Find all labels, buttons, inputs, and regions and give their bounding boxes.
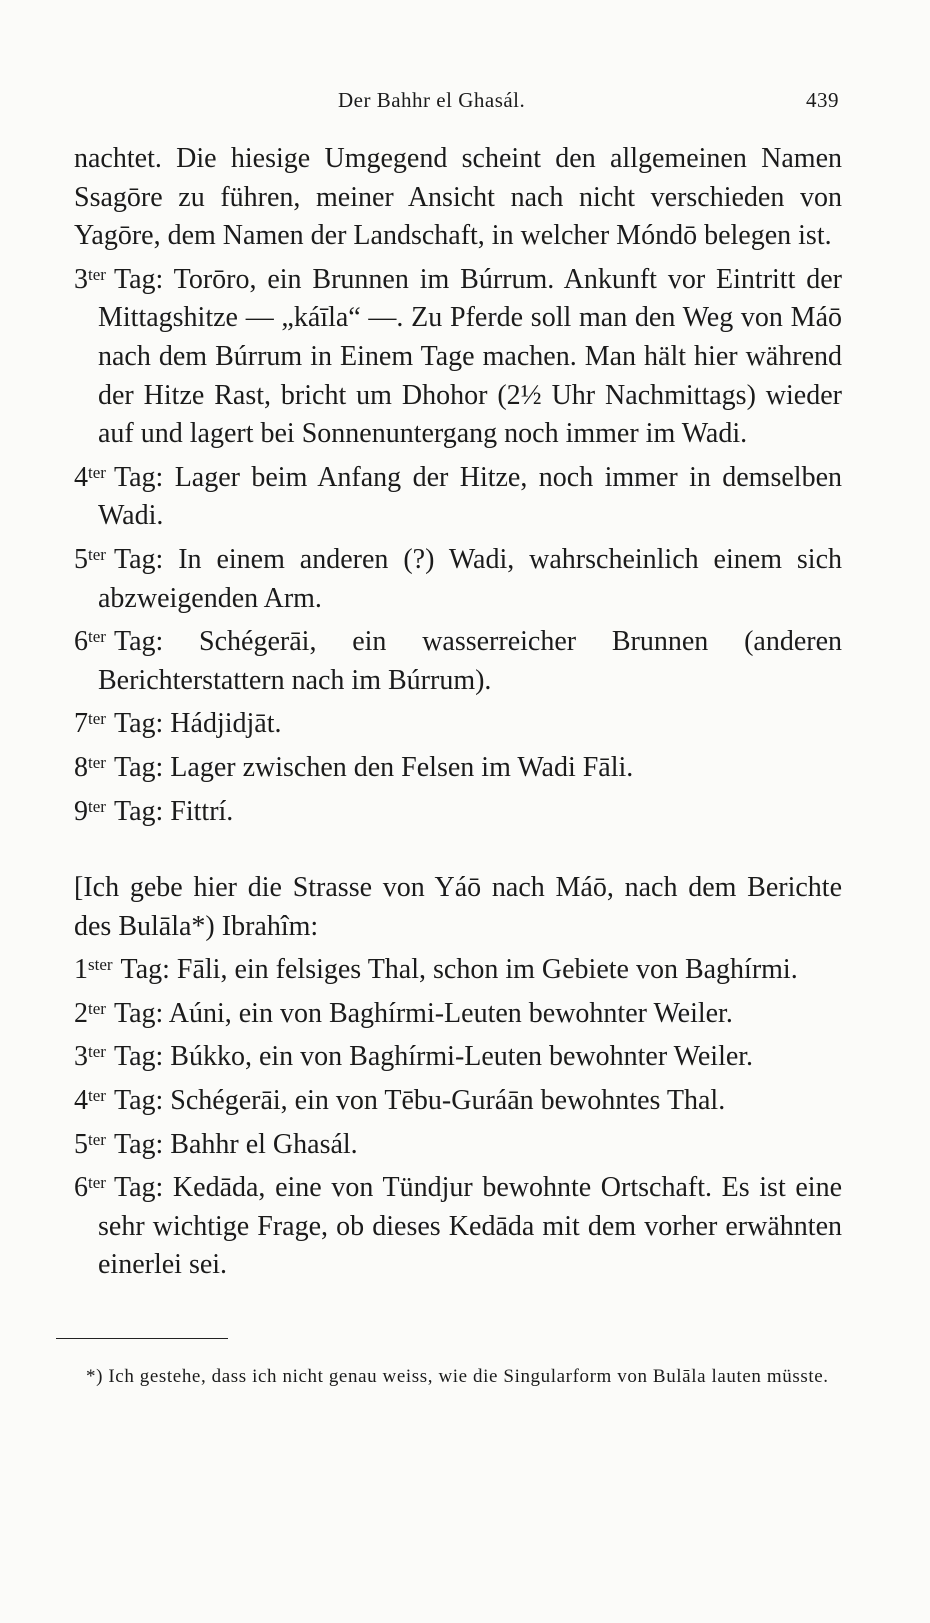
- entry-text: Tag: Búkko, ein von Baghírmi-Leuten bewohnter Weiler.: [113, 1041, 754, 1073]
- entry-text: Tag: Lager beim Anfang der Hitze, noch immer in demselben Wadi.: [98, 461, 842, 532]
- footnote: [56, 1361, 846, 1393]
- itinerary-entry: [74, 990, 842, 1034]
- entry-text: Tag: Fāli, ein felsiges Thal, schon im Gebiete von Baghírmi.: [120, 954, 798, 986]
- day-number: 6: [74, 1172, 88, 1204]
- itinerary-entry: [74, 454, 842, 536]
- ordinal-suffix: ter: [88, 1086, 106, 1106]
- running-title: Der Bahhr el Ghasál.: [338, 88, 526, 112]
- page-number: 439: [806, 88, 839, 112]
- entry-text: Tag: Hádjidjāt.: [113, 708, 282, 740]
- itinerary-entry: [74, 1077, 842, 1121]
- ordinal-suffix: ter: [88, 544, 106, 564]
- day-number: 9: [74, 795, 88, 827]
- entry-text: Tag: In einem anderen (?) Wadi, wahrscheinlich einem sich abzweigenden Arm.: [98, 543, 842, 614]
- day-number: 1: [74, 954, 88, 986]
- ordinal-suffix: ter: [88, 264, 106, 284]
- ordinal-suffix: ter: [88, 796, 106, 816]
- ordinal-suffix: ter: [88, 1042, 106, 1062]
- itinerary-entry: [74, 700, 842, 744]
- ordinal-suffix: ter: [88, 1129, 106, 1149]
- ordinal-suffix: ter: [88, 627, 106, 647]
- route-intro-paragraph: [Ich gebe hier die Strasse von Yáō nach Máō, nach dem Berichte des Bulāla*) Ibrahîm:: [74, 872, 842, 942]
- ordinal-suffix: ster: [88, 955, 113, 975]
- entry-text: Tag: Lager zwischen den Felsen im Wadi Fāli.: [113, 751, 634, 783]
- day-number: 4: [74, 461, 88, 493]
- day-number: 8: [74, 751, 88, 783]
- entry-text: Tag: Aúni, ein von Baghírmi-Leuten bewohnter Weiler.: [113, 997, 733, 1029]
- day-number: 5: [74, 1128, 88, 1160]
- footnote-text: *) Ich gestehe, dass ich nicht genau weiss, wie die Singularform von Bulāla lauten müsste.: [86, 1366, 829, 1387]
- footnote-divider: [56, 1338, 228, 1339]
- itinerary-entry: [74, 536, 842, 618]
- entry-text: Tag: Torōro, ein Brunnen im Búrrum. Ankunft vor Eintritt der Mittagshitze — „káīla“ —. Zu Pferde soll man den Weg von Máō nach dem Búrrum in Einem Tage machen. Man hält hier während der Hitze Rast, bricht um Dhohor (2½ Uhr Nachmittags) wieder auf und lagert bei Sonnenuntergang noch immer im Wadi.: [98, 263, 842, 450]
- day-number: 7: [74, 708, 88, 740]
- day-number: 2: [74, 997, 88, 1029]
- itinerary-entry: [74, 1121, 842, 1165]
- itinerary-entry: [74, 788, 842, 832]
- day-number: 3: [74, 1041, 88, 1073]
- entry-text: Tag: Schégerāi, ein von Tēbu-Guráān bewohntes Thal.: [113, 1085, 726, 1117]
- day-number: 4: [74, 1085, 88, 1117]
- entry-text: Tag: Kedāda, eine von Tündjur bewohnte Ortschaft. Es ist eine sehr wichtige Frage, ob dieses Kedāda mit dem vorher erwähnten einerlei sei.: [98, 1172, 842, 1281]
- ordinal-suffix: ter: [88, 462, 106, 482]
- itinerary-entry: [74, 744, 842, 788]
- entry-text: Tag: Bahhr el Ghasál.: [113, 1128, 358, 1160]
- day-number: 6: [74, 626, 88, 658]
- entry-text: Tag: Schégerāi, ein wasserreicher Brunnen (anderen Berichterstattern nach im Búrrum).: [98, 626, 842, 696]
- day-number: 3: [74, 263, 88, 295]
- ordinal-suffix: ter: [88, 752, 106, 772]
- itinerary-entry: [74, 1033, 842, 1077]
- body-text: [74, 140, 842, 1285]
- page-header: [0, 88, 930, 118]
- itinerary-entry: [74, 618, 842, 700]
- itinerary-entry: [74, 1164, 842, 1285]
- itinerary-entry: [74, 946, 842, 990]
- paragraph-gap: [74, 831, 842, 869]
- ordinal-suffix: ter: [88, 1173, 106, 1193]
- entry-text: Tag: Fittrí.: [113, 795, 234, 827]
- intro-paragraph: nachtet. Die hiesige Umgegend scheint den allgemeinen Namen Ssagōre zu führen, meiner Ansicht nach nicht verschieden von Yagōre, dem Namen der Landschaft, in welcher Móndō belegen ist.: [74, 143, 842, 252]
- ordinal-suffix: ter: [88, 709, 106, 729]
- ordinal-suffix: ter: [88, 998, 106, 1018]
- itinerary-entry: [74, 256, 842, 454]
- day-number: 5: [74, 543, 88, 575]
